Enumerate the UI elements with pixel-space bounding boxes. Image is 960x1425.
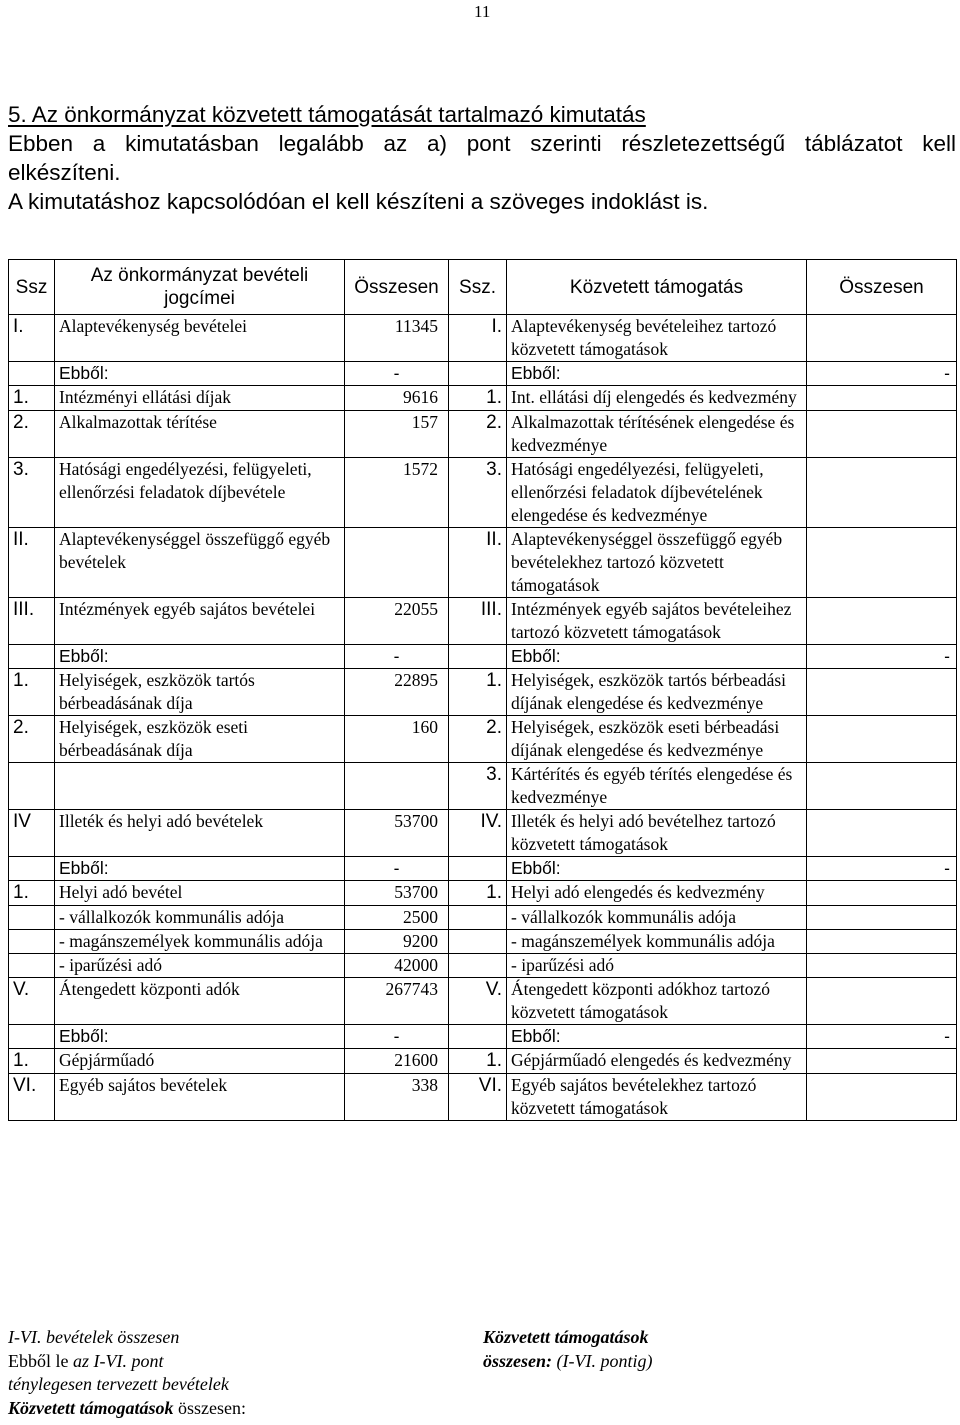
support-number: 3. (449, 458, 507, 528)
row-number: IV (9, 810, 55, 857)
table-row (9, 930, 957, 954)
revenue-total: 160 (345, 716, 449, 763)
section-title: 5. Az önkormányzat közvetett támogatását tartalmazó kimutatás (8, 102, 646, 127)
footer-planned-label: ténylegesen tervezett bevételek (8, 1374, 229, 1394)
revenue-title: Ebből: (55, 857, 345, 881)
row-number: 1. (9, 1049, 55, 1074)
revenue-title: Helyiségek, eszközök tartós bérbeadásának díja (55, 669, 345, 716)
revenue-total: 42000 (345, 954, 449, 978)
support-number: 1. (449, 881, 507, 906)
support-title: Alkalmazottak térítésének elengedése és kedvezménye (507, 411, 807, 458)
row-number (9, 930, 55, 954)
section-heading (8, 100, 956, 216)
support-title: Ebből: (507, 1025, 807, 1049)
revenue-total: - (345, 857, 449, 881)
revenue-title: Helyiségek, eszközök eseti bérbeadásának díja (55, 716, 345, 763)
support-number: IV. (449, 810, 507, 857)
support-title: Int. ellátási díj elengedés és kedvezmény (507, 386, 807, 411)
row-number (9, 645, 55, 669)
revenue-title: Átengedett központi adók (55, 978, 345, 1025)
table-row (9, 763, 957, 810)
row-number: 1. (9, 669, 55, 716)
table-row (9, 906, 957, 930)
revenue-title: Ebből: (55, 1025, 345, 1049)
support-number (449, 930, 507, 954)
row-number (9, 362, 55, 386)
support-total (807, 598, 957, 645)
table-row (9, 315, 957, 362)
revenue-total: 21600 (345, 1049, 449, 1074)
table-header-row (9, 260, 957, 315)
support-title: Kártérítés és egyéb térítés elengedése és kedvezménye (507, 763, 807, 810)
row-number: V. (9, 978, 55, 1025)
ebbol-row (9, 645, 957, 669)
row-number: II. (9, 528, 55, 598)
table-row (9, 1074, 957, 1121)
support-number: VI. (449, 1074, 507, 1121)
support-title: Alaptevékenységgel összefüggő egyéb bevételekhez tartozó közvetett támogatások (507, 528, 807, 598)
revenue-total (345, 763, 449, 810)
support-number (449, 906, 507, 930)
revenue-title: - iparűzési adó (55, 954, 345, 978)
support-title: Intézmények egyéb sajátos bevételeihez tartozó közvetett támogatások (507, 598, 807, 645)
row-number (9, 1025, 55, 1049)
support-total: - (807, 857, 957, 881)
support-number: 2. (449, 411, 507, 458)
support-total (807, 881, 957, 906)
row-number (9, 954, 55, 978)
revenue-title: Helyi adó bevétel (55, 881, 345, 906)
revenue-total: 267743 (345, 978, 449, 1025)
support-title: Ebből: (507, 857, 807, 881)
support-total: - (807, 645, 957, 669)
support-total (807, 1049, 957, 1074)
row-number: 2. (9, 411, 55, 458)
support-title: - vállalkozók kommunális adója (507, 906, 807, 930)
support-number (449, 1025, 507, 1049)
row-number: I. (9, 315, 55, 362)
support-total (807, 906, 957, 930)
revenue-title: - vállalkozók kommunális adója (55, 906, 345, 930)
support-number: I. (449, 315, 507, 362)
footer-total-label: I-VI. bevételek összesen (8, 1327, 180, 1347)
support-number: II. (449, 528, 507, 598)
table-row (9, 716, 957, 763)
header-kozvetett-tamogatas: Közvetett támogatás (507, 260, 807, 315)
footer-deduct-line (8, 1350, 246, 1374)
support-total (807, 716, 957, 763)
table-row (9, 1049, 957, 1074)
ebbol-row (9, 362, 957, 386)
header-jogcimek: Az önkormányzat bevételi jogcímei (55, 260, 345, 315)
footer-text: Ebből le (8, 1350, 73, 1371)
support-title: Helyi adó elengedés és kedvezmény (507, 881, 807, 906)
revenue-total: 9200 (345, 930, 449, 954)
revenue-total: 157 (345, 411, 449, 458)
support-title: Átengedett központi adókhoz tartozó közvetett támogatások (507, 978, 807, 1025)
support-total: - (807, 1025, 957, 1049)
revenue-title: Illeték és helyi adó bevételek (55, 810, 345, 857)
revenue-total (345, 528, 449, 598)
row-number (9, 906, 55, 930)
row-number (9, 857, 55, 881)
row-number: III. (9, 598, 55, 645)
support-number (449, 954, 507, 978)
table-row (9, 669, 957, 716)
header-ssz2: Ssz. (449, 260, 507, 315)
instruction-line: Ebben a kimutatásban legalább az a) pont szerinti részletezettségű táblázatot kell (8, 131, 956, 156)
footer-left (8, 1326, 246, 1420)
support-number: 1. (449, 669, 507, 716)
support-title: Egyéb sajátos bevételekhez tartozó közvetett támogatások (507, 1074, 807, 1121)
table-row (9, 386, 957, 411)
ebbol-row (9, 1025, 957, 1049)
revenue-total: 338 (345, 1074, 449, 1121)
support-number: III. (449, 598, 507, 645)
footer-indirect-line (8, 1397, 246, 1421)
table-row (9, 810, 957, 857)
support-number: 3. (449, 763, 507, 810)
revenue-total: - (345, 362, 449, 386)
table-row (9, 528, 957, 598)
support-number: 1. (449, 1049, 507, 1074)
header-ssz: Ssz (9, 260, 55, 315)
row-number: 1. (9, 386, 55, 411)
table-row (9, 458, 957, 528)
footer-text: (I-VI. pontig) (552, 1350, 653, 1371)
indirect-support-table (8, 259, 957, 1121)
instruction-line: elkészíteni. (8, 160, 121, 185)
row-number: VI. (9, 1074, 55, 1121)
footer-text: összesen: (173, 1397, 246, 1418)
support-title: Hatósági engedélyezési, felügyeleti, ellenőrzési feladatok díjbevételének elengedése és kedvezménye (507, 458, 807, 528)
support-number (449, 857, 507, 881)
table-row (9, 978, 957, 1025)
revenue-title: Alaptevékenységgel összefüggő egyéb bevételek (55, 528, 345, 598)
support-title: Ebből: (507, 645, 807, 669)
revenue-total: 9616 (345, 386, 449, 411)
footer-text: összesen: (483, 1350, 553, 1371)
revenue-total: 11345 (345, 315, 449, 362)
revenue-title: - magánszemélyek kommunális adója (55, 930, 345, 954)
support-title: Alaptevékenység bevételeihez tartozó közvetett támogatások (507, 315, 807, 362)
support-total (807, 763, 957, 810)
footer-text: Közvetett támogatások (8, 1397, 174, 1418)
support-title: Ebből: (507, 362, 807, 386)
support-total (807, 411, 957, 458)
support-total (807, 386, 957, 411)
revenue-total: 2500 (345, 906, 449, 930)
row-number (9, 763, 55, 810)
footer-right (483, 1326, 652, 1373)
revenue-total: 1572 (345, 458, 449, 528)
revenue-title: Ebből: (55, 645, 345, 669)
revenue-total: 22895 (345, 669, 449, 716)
row-number: 3. (9, 458, 55, 528)
revenue-title: Egyéb sajátos bevételek (55, 1074, 345, 1121)
footer-indirect-total-label: Közvetett támogatások (483, 1327, 649, 1347)
header-osszesen: Összesen (345, 260, 449, 315)
support-title: Illeték és helyi adó bevételhez tartozó közvetett támogatások (507, 810, 807, 857)
revenue-total: 53700 (345, 810, 449, 857)
table-row (9, 954, 957, 978)
support-title: Helyiségek, eszközök tartós bérbeadási díjának elengedése és kedvezménye (507, 669, 807, 716)
support-total (807, 954, 957, 978)
support-title: Helyiségek, eszközök eseti bérbeadási díjának elengedése és kedvezménye (507, 716, 807, 763)
support-total (807, 669, 957, 716)
support-total (807, 810, 957, 857)
revenue-title: Intézményi ellátási díjak (55, 386, 345, 411)
revenue-title: Gépjárműadó (55, 1049, 345, 1074)
revenue-title (55, 763, 345, 810)
revenue-title: Hatósági engedélyezési, felügyeleti, ellenőrzési feladatok díjbevétele (55, 458, 345, 528)
revenue-total: - (345, 645, 449, 669)
support-total (807, 1074, 957, 1121)
support-number: V. (449, 978, 507, 1025)
support-total (807, 978, 957, 1025)
revenue-title: Intézmények egyéb sajátos bevételei (55, 598, 345, 645)
header-osszesen2: Összesen (807, 260, 957, 315)
revenue-title: Ebből: (55, 362, 345, 386)
support-title: Gépjárműadó elengedés és kedvezmény (507, 1049, 807, 1074)
revenue-total: 22055 (345, 598, 449, 645)
table-row (9, 411, 957, 458)
support-total (807, 458, 957, 528)
footer-text: az I-VI. pont (73, 1350, 164, 1371)
revenue-title: Alaptevékenység bevételei (55, 315, 345, 362)
revenue-total: 53700 (345, 881, 449, 906)
table-row (9, 598, 957, 645)
support-title: - iparűzési adó (507, 954, 807, 978)
support-number (449, 362, 507, 386)
support-total (807, 930, 957, 954)
support-total (807, 528, 957, 598)
row-number: 2. (9, 716, 55, 763)
page-number: 11 (474, 2, 491, 21)
revenue-title: Alkalmazottak térítése (55, 411, 345, 458)
revenue-total: - (345, 1025, 449, 1049)
support-total: - (807, 362, 957, 386)
row-number: 1. (9, 881, 55, 906)
support-total (807, 315, 957, 362)
table-row (9, 881, 957, 906)
support-number: 1. (449, 386, 507, 411)
ebbol-row (9, 857, 957, 881)
footer-indirect-total-line (483, 1350, 652, 1374)
support-number (449, 645, 507, 669)
support-title: - magánszemélyek kommunális adója (507, 930, 807, 954)
support-number: 2. (449, 716, 507, 763)
instruction-line: A kimutatáshoz kapcsolódóan el kell készíteni a szöveges indoklást is. (8, 189, 709, 214)
